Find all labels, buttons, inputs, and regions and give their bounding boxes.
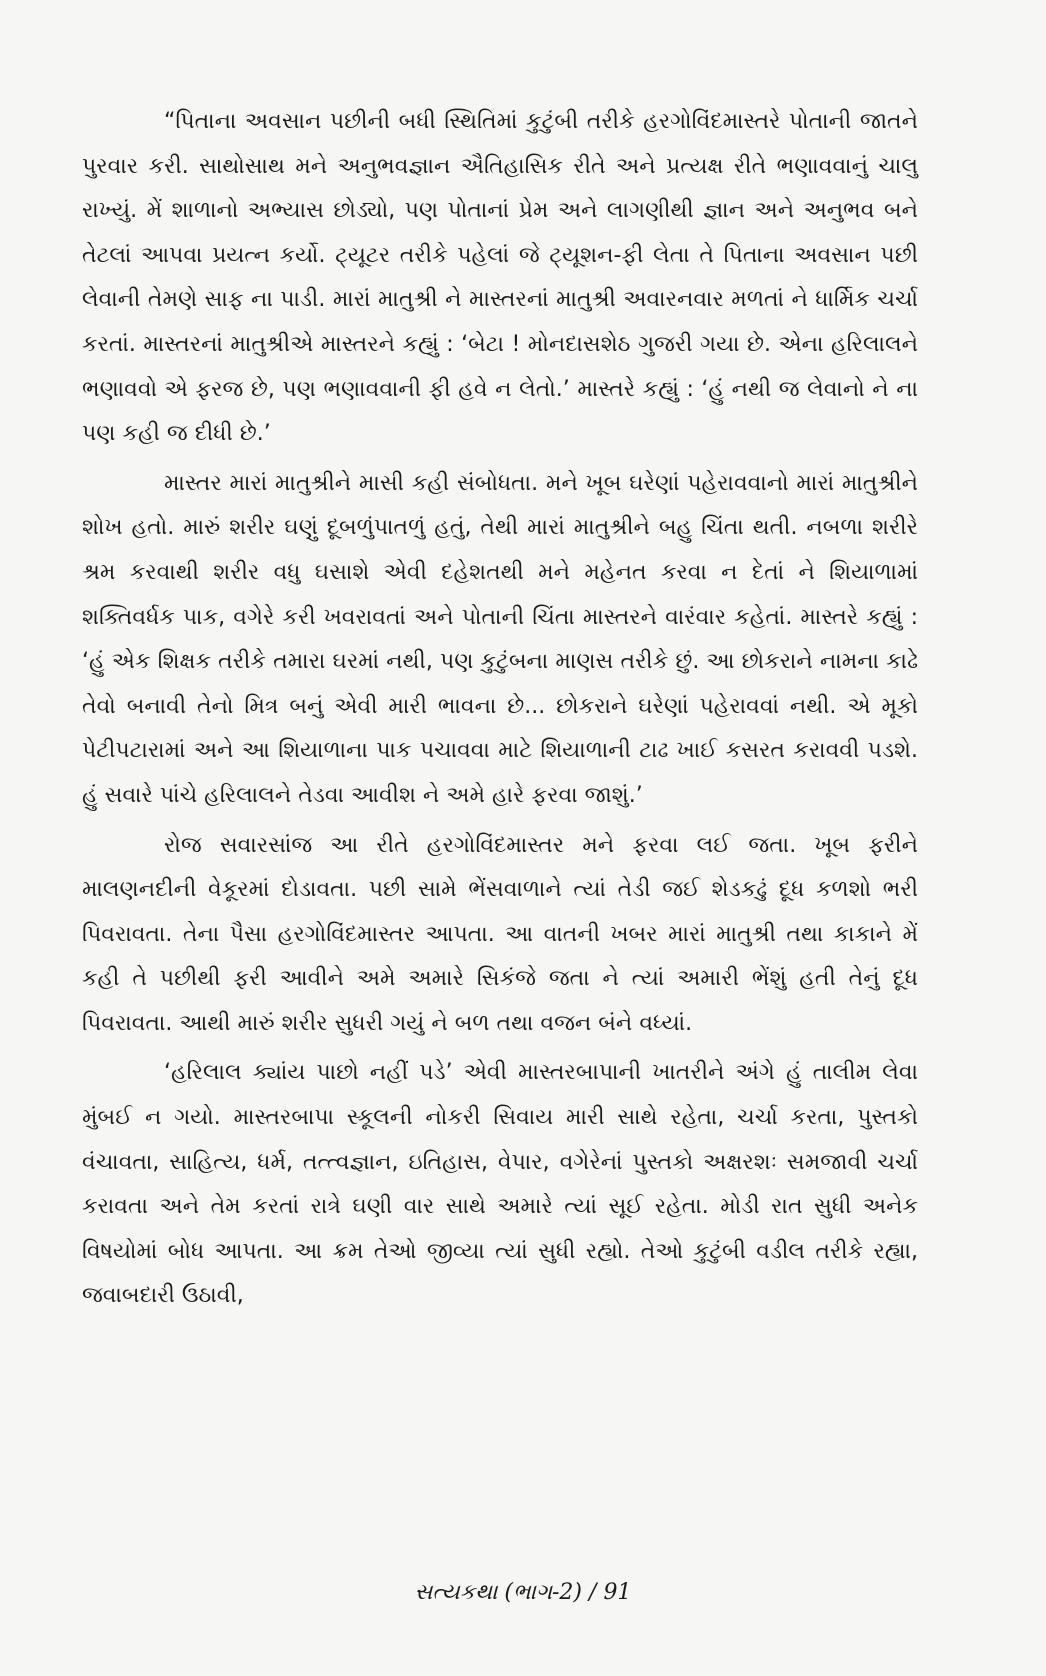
- footer-page-number: 91: [603, 1580, 632, 1605]
- paragraph-1: “પિતાના અવસાન પછીની બધી સ્થિતિમાં કુટુંબી તરીકે હરગોવિંદમાસ્તરે પોતાની જાતને પુરવાર કરી. સાથોસાથ મને અનુભવજ્ઞાન ઐતિહાસિક રીતે અને પ્રત્યક્ષ રીતે ભણાવવાનું ચાલુ રાખ્યું. મેં શાળાનો અભ્યાસ છોડ્યો, પણ પોતાનાં પ્રેમ અને લાગણીથી જ્ઞાન અને અનુભવ બને તેટલાં આપવા પ્રયત્ન કર્યો. ટ્યૂટર તરીકે પહેલાં જે ટ્યૂશન-ફી લેતા તે પિતાના અવસાન પછી લેવાની તેમણે સાફ ના પાડી. મારાં માતુશ્રી ને માસ્તરનાં માતુશ્રી અવારનવાર મળતાં ને ધાર્મિક ચર્ચા કરતાં. માસ્તરનાં માતુશ્રીએ માસ્તરને કહ્યું : ‘બેટા ! મોનદાસશેઠ ગુજરી ગયા છે. એના હરિલાલને ભણાવવો એ ફરજ છે, પણ ભણાવવાની ફી હવે ન લેતો.’ માસ્તરે કહ્યું : ‘હું નથી જ લેવાનો ને ના પણ કહી જ દીધી છે.’: [82, 109, 918, 447]
- paragraph-2: માસ્તર મારાં માતુશ્રીને માસી કહી સંબોધતા. મને ખૂબ ઘરેણાં પહેરાવવાનો મારાં માતુશ્રીને શોખ હતો. મારું શરીર ઘણું દૂબળુંપાતળું હતું, તેથી મારાં માતુશ્રીને બહુ ચિંતા થતી. નબળા શરીરે શ્રમ કરવાથી શરીર વધુ ઘસાશે એવી દહેશતથી મને મહેનત કરવા ન દેતાં ને શિયાળામાં શક્તિવર્ધક પાક, વગેરે કરી ખવરાવતાં અને પોતાની ચિંતા માસ્તરને વારંવાર કહેતાં. માસ્તરે કહ્યું : ‘હું એક શિક્ષક તરીકે તમારા ઘરમાં નથી, પણ કુટુંબના માણસ તરીકે છું. આ છોકરાને નામના કાઢે તેવો બનાવી તેનો મિત્ર બનું એવી મારી ભાવના છે... છોકરાને ઘરેણાં પહેરાવવાં નથી. એ મૂકો પેટીપટારામાં અને આ શિયાળાના પાક પચાવવા માટે શિયાળાની ટાઢ ખાઈ કસરત કરાવવી પડશે. હું સવારે પાંચે હરિલાલને તેડવા આવીશ ને અમે હારે ફરવા જાશું.’: [82, 470, 918, 808]
- paragraph-3: રોજ સવારસાંજ આ રીતે હરગોવિંદમાસ્તર મને ફરવા લઈ જતા. ખૂબ ફરીને માલણનદીની વેકૂરમાં દોડાવતા. પછી સામે ભેંસવાળાને ત્યાં તેડી જઈ શેડકઢું દૂધ કળશો ભરી પિવરાવતા. તેના પૈસા હરગોવિંદમાસ્તર આપતા. આ વાતની ખબર મારાં માતુશ્રી તથા કાકાને મેં કહી તે પછીથી ફરી આવીને અમે અમારે સિકંજે જતા ને ત્યાં અમારી ભેંશું હતી તેનું દૂધ પિવરાવતા. આથી મારું શરીર સુધરી ગયું ને બળ તથા વજન બંને વધ્યાં.: [82, 832, 918, 1036]
- footer-separator: /: [582, 1580, 604, 1605]
- footer-book-title: સત્યકથા (ભાગ-2): [414, 1580, 583, 1605]
- page-footer: [0, 1580, 1046, 1605]
- paragraph-4: ‘હરિલાલ ક્યાંય પાછો નહીં પડે’ એવી માસ્તરબાપાની ખાતરીને અંગે હું તાલીમ લેવા મુંબઈ ન ગયો. માસ્તરબાપા સ્કૂલની નોકરી સિવાય મારી સાથે રહેતા, ચર્ચા કરતા, પુસ્તકો વંચાવતા, સાહિત્ય, ધર્મ, તત્ત્વજ્ઞાન, ઇતિહાસ, વેપાર, વગેરેનાં પુસ્તકો અક્ષરશઃ સમજાવી ચર્ચા કરાવતા અને તેમ કરતાં રાત્રે ઘણી વાર સાથે અમારે ત્યાં સૂઈ રહેતા. મોડી રાત સુધી અનેક વિષયોમાં બોધ આપતા. આ ક્રમ તેઓ જીવ્યા ત્યાં સુધી રહ્યો. તેઓ કુટુંબી વડીલ તરીકે રહ્યા, જવાબદારી ઉઠાવી,: [82, 1060, 918, 1309]
- body-text: [82, 100, 918, 1324]
